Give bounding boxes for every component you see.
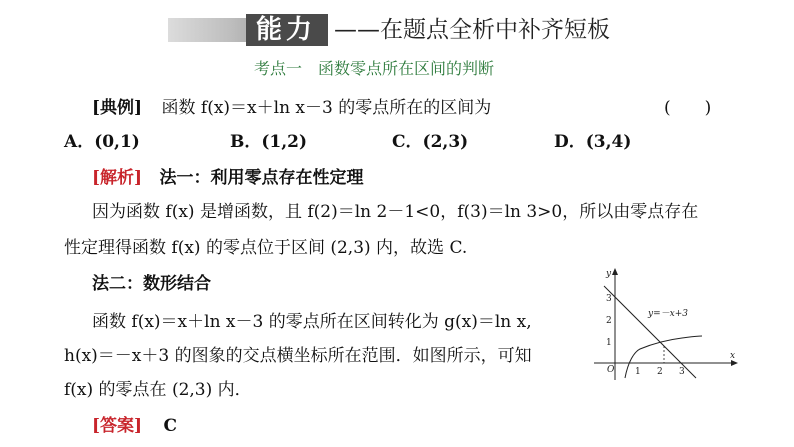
answer-tag: [答案] <box>92 416 143 436</box>
x-tick-1: 1 <box>635 367 641 377</box>
method1-line1: 因为函数 f(x) 是增函数，且 f(2)＝ln 2－1<0，f(3)＝ln 3>0，所以由零点存在 <box>92 202 699 222</box>
method1-line2: 性定理得函数 f(x) 的零点位于区间 (2,3) 内，故选 C. <box>64 238 468 258</box>
x-tick-2: 2 <box>657 367 663 377</box>
analysis-tag: [解析] <box>92 168 143 188</box>
banner-title: 能力 <box>256 15 317 45</box>
answer-line <box>92 414 177 438</box>
example-tag: [典例] <box>92 98 143 118</box>
function-graph <box>590 266 740 386</box>
origin-label: O <box>607 365 615 375</box>
banner-subtitle: ——在题点全析中补齐短板 <box>334 17 610 43</box>
line-h <box>604 286 696 378</box>
y-tick-2: 2 <box>606 316 612 326</box>
x-tick-3: 3 <box>679 367 685 377</box>
answer-paren: ( ) <box>664 98 712 118</box>
method2-line1: 函数 f(x)＝x＋ln x－3 的零点所在区间转化为 g(x)＝ln x, <box>92 312 532 332</box>
analysis-heading <box>92 166 364 190</box>
x-axis-label: x <box>730 351 736 361</box>
option-c: C．(2,3) <box>392 132 469 152</box>
option-d: D．(3,4) <box>554 132 632 152</box>
y-tick-3: 3 <box>606 294 612 304</box>
option-a: A．(0,1) <box>64 132 140 152</box>
section-banner <box>168 10 328 50</box>
y-tick-1: 1 <box>606 338 612 348</box>
method1-title: 法一：利用零点存在性定理 <box>159 168 364 188</box>
method2-line3: f(x) 的零点在 (2,3) 内． <box>64 380 252 400</box>
y-axis-label: y <box>606 269 612 279</box>
topic-heading: 考点一 函数零点所在区间的判断 <box>254 59 495 78</box>
line-label: y=－x+3 <box>648 309 688 319</box>
option-b: B．(1,2) <box>230 132 308 152</box>
example-line <box>92 96 491 120</box>
example-text: 函数 f(x)＝x＋ln x－3 的零点所在的区间为 <box>161 98 492 118</box>
method2-line2: h(x)＝－x＋3 的图象的交点横坐标所在范围．如图所示，可知 <box>64 346 532 366</box>
method2-title: 法二：数形结合 <box>92 274 211 294</box>
answer-value: C <box>163 416 178 436</box>
y-axis-arrow <box>612 268 618 275</box>
